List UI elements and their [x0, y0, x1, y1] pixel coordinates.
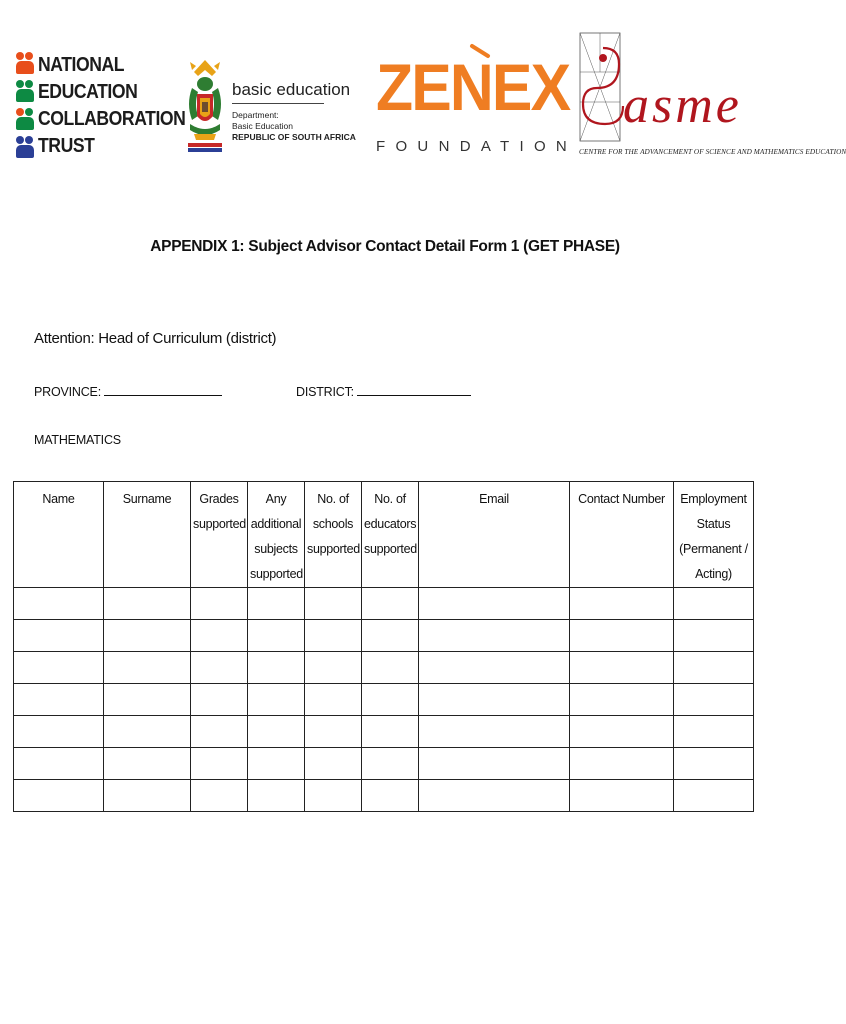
nect-people-icon — [14, 50, 36, 162]
casme-logo — [575, 30, 846, 165]
nect-line: COLLABORATION — [38, 108, 186, 130]
table-cell[interactable] — [419, 780, 570, 812]
column-header: No. of schools supported — [305, 482, 362, 588]
column-header: Contact Number — [570, 482, 674, 588]
province-label: PROVINCE: — [34, 385, 101, 399]
table-cell[interactable] — [362, 748, 419, 780]
dbe-logo — [184, 58, 356, 158]
person-pair-icon — [14, 134, 36, 160]
table-cell[interactable] — [305, 684, 362, 716]
table-cell[interactable] — [248, 684, 305, 716]
table-cell[interactable] — [419, 620, 570, 652]
table-cell[interactable] — [674, 780, 754, 812]
column-header: Employment Status (Permanent / Acting) — [674, 482, 754, 588]
table-row — [14, 716, 754, 748]
zenex-logo — [374, 42, 578, 162]
nect-line: TRUST — [38, 135, 95, 157]
nect-line: NATIONAL — [38, 54, 125, 76]
table-cell[interactable] — [570, 684, 674, 716]
table-cell[interactable] — [104, 780, 191, 812]
table-cell[interactable] — [14, 652, 104, 684]
dbe-line: Basic Education — [232, 121, 293, 131]
table-cell[interactable] — [305, 716, 362, 748]
table-cell[interactable] — [674, 620, 754, 652]
contact-table — [13, 481, 754, 812]
table-cell[interactable] — [191, 748, 248, 780]
table-cell[interactable] — [248, 716, 305, 748]
form-title: APPENDIX 1: Subject Advisor Contact Detail Form 1 (GET PHASE) — [150, 238, 620, 255]
table-cell[interactable] — [191, 716, 248, 748]
person-pair-icon — [14, 106, 36, 132]
table-cell[interactable] — [570, 716, 674, 748]
table-cell[interactable] — [305, 780, 362, 812]
table-cell[interactable] — [104, 748, 191, 780]
table-cell[interactable] — [104, 652, 191, 684]
table-cell[interactable] — [419, 684, 570, 716]
district-field — [296, 383, 471, 399]
coat-of-arms-icon — [184, 58, 226, 156]
table-row — [14, 588, 754, 620]
table-cell[interactable] — [305, 652, 362, 684]
attention-line: Attention: Head of Curriculum (district) — [34, 330, 277, 347]
table-cell[interactable] — [248, 620, 305, 652]
dbe-name: basic education — [232, 80, 351, 99]
table-cell[interactable] — [305, 588, 362, 620]
logo-banner — [0, 0, 846, 180]
table-cell[interactable] — [248, 780, 305, 812]
table-cell[interactable] — [570, 780, 674, 812]
nect-line: EDUCATION — [38, 81, 138, 103]
dbe-line — [232, 132, 356, 143]
zenex-wordmark: ZENEX — [376, 50, 570, 124]
table-cell[interactable] — [248, 588, 305, 620]
column-header: Email — [419, 482, 570, 588]
table-row — [14, 652, 754, 684]
table-cell[interactable] — [362, 780, 419, 812]
province-field — [34, 383, 222, 399]
table-cell[interactable] — [570, 748, 674, 780]
subject-heading: MATHEMATICS — [34, 433, 121, 447]
column-header: Any additional subjects supported — [248, 482, 305, 588]
table-cell[interactable] — [14, 588, 104, 620]
table-cell[interactable] — [674, 684, 754, 716]
casme-wordmark: asme — [623, 77, 742, 134]
table-cell[interactable] — [248, 652, 305, 684]
table-row — [14, 620, 754, 652]
table-cell[interactable] — [191, 588, 248, 620]
table-cell[interactable] — [104, 588, 191, 620]
table-cell[interactable] — [104, 620, 191, 652]
dbe-line: Department: — [232, 110, 279, 120]
person-pair-icon — [14, 78, 36, 104]
divider — [232, 103, 324, 104]
table-cell[interactable] — [362, 684, 419, 716]
table-cell[interactable] — [14, 780, 104, 812]
table-cell[interactable] — [419, 716, 570, 748]
district-blank[interactable] — [357, 383, 471, 396]
table-cell[interactable] — [362, 588, 419, 620]
province-blank[interactable] — [104, 383, 222, 396]
table-row — [14, 748, 754, 780]
table-cell[interactable] — [419, 588, 570, 620]
table-header-row — [14, 482, 754, 588]
nect-logo — [14, 50, 186, 162]
table-cell[interactable] — [570, 620, 674, 652]
table-cell[interactable] — [305, 620, 362, 652]
table-cell[interactable] — [419, 652, 570, 684]
golden-spiral-icon — [579, 32, 629, 144]
table-row — [14, 684, 754, 716]
table-cell[interactable] — [191, 620, 248, 652]
nect-wordmark — [38, 52, 206, 160]
table-cell[interactable] — [104, 684, 191, 716]
column-header: Surname — [104, 482, 191, 588]
table-cell[interactable] — [14, 748, 104, 780]
table-cell[interactable] — [362, 652, 419, 684]
table-cell[interactable] — [674, 748, 754, 780]
table-cell[interactable] — [674, 716, 754, 748]
table-cell[interactable] — [191, 684, 248, 716]
table-cell[interactable] — [362, 620, 419, 652]
casme-subtitle: CENTRE FOR THE ADVANCEMENT OF SCIENCE AND MATHEMATICS EDUCATION — [579, 148, 846, 156]
table-cell[interactable] — [674, 652, 754, 684]
table-row — [14, 780, 754, 812]
table-cell[interactable] — [570, 588, 674, 620]
district-label: DISTRICT: — [296, 385, 354, 399]
table-cell[interactable] — [14, 620, 104, 652]
column-header: Name — [14, 482, 104, 588]
table-cell[interactable] — [248, 748, 305, 780]
table-cell[interactable] — [14, 716, 104, 748]
column-header: Grades supported — [191, 482, 248, 588]
dbe-country: REPUBLIC OF SOUTH AFRICA — [232, 132, 356, 142]
table-cell[interactable] — [570, 652, 674, 684]
zenex-subtitle: FOUNDATION — [376, 138, 578, 155]
table-cell[interactable] — [14, 684, 104, 716]
person-pair-icon — [14, 50, 36, 76]
table-cell[interactable] — [674, 588, 754, 620]
column-header: No. of educators supported — [362, 482, 419, 588]
table-cell[interactable] — [362, 716, 419, 748]
table-cell[interactable] — [191, 780, 248, 812]
table-cell[interactable] — [419, 748, 570, 780]
dbe-details — [232, 110, 356, 143]
table-cell[interactable] — [191, 652, 248, 684]
table-cell[interactable] — [104, 716, 191, 748]
table-cell[interactable] — [305, 748, 362, 780]
